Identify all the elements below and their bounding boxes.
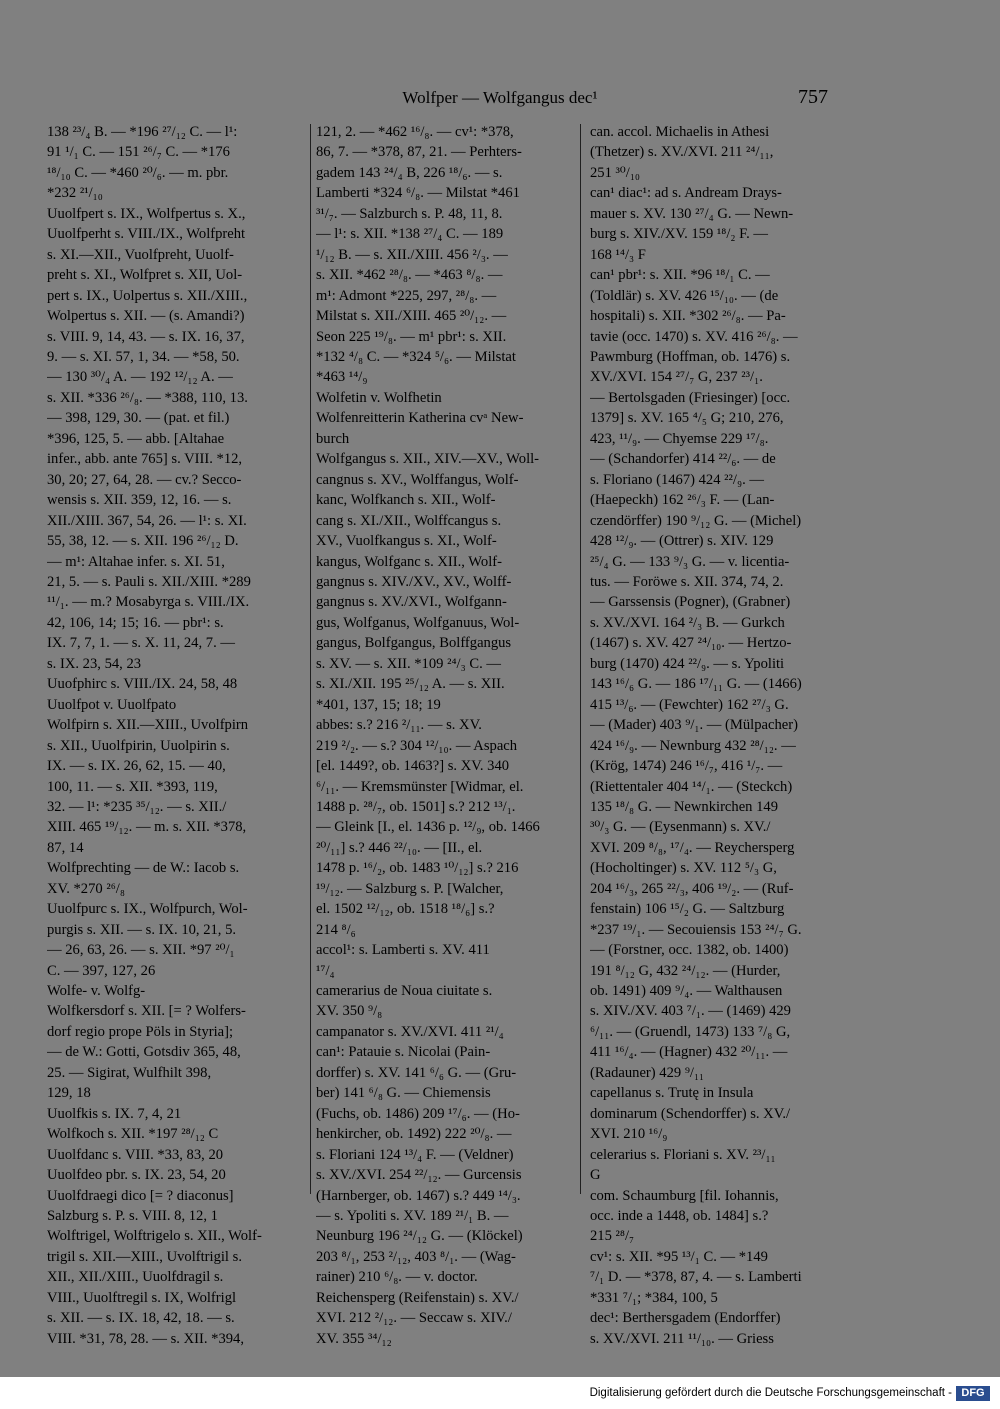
text-line: kanc, Wolfkanch s. XII., Wolf-	[316, 492, 496, 509]
text-line: *401, 137, 15; 18; 19	[316, 696, 441, 713]
text-line: XVI. 210 ¹⁶/₉	[590, 1126, 668, 1143]
text-line: VIII. *31, 78, 28. — s. XII. *394,	[47, 1330, 244, 1347]
text-line: (Harnberger, ob. 1467) s.? 449 ¹⁴/₃.	[316, 1187, 521, 1204]
text-line: accol¹: s. Lamberti s. XV. 411	[316, 942, 490, 959]
text-line: 100, 11. — s. XII. *393, 119,	[47, 778, 218, 795]
text-line: infer., abb. ante 765] s. VIII. *12,	[47, 451, 243, 468]
text-line: 135 ¹⁸/₈ G. — Newnkirchen 149	[590, 798, 779, 815]
text-line: Reichensperg (Reifenstain) s. XV./	[316, 1289, 519, 1306]
text-line: com. Schaumburg [fil. Iohannis,	[590, 1187, 779, 1204]
text-line: XV./XVI. 154 ²⁷/₇ G, 237 ²³/₁.	[590, 369, 763, 386]
text-line: gangnus s. XIV./XV., XV., Wolff-	[316, 573, 512, 590]
column-rule	[310, 124, 311, 1194]
text-line: 415 ¹³/₆. — (Fewchter) 162 ²⁷/₃ G.	[590, 696, 789, 713]
text-line: *232 ²¹/₁₀	[47, 185, 103, 202]
text-line: 87, 14	[47, 839, 84, 856]
text-line: — 26, 63, 26. — s. XII. *97 ²⁰/₁	[47, 942, 235, 959]
text-line: Wolfprechting — de W.: Iacob s.	[47, 860, 240, 877]
text-line: Wolfgangus s. XII., XIV.—XV., Woll-	[316, 451, 540, 468]
text-line: XV. 355 ³⁴/₁₂	[316, 1330, 392, 1347]
text-line: burch	[316, 430, 350, 447]
text-line: 86, 7. — *378, 87, 21. — Perhters-	[316, 144, 522, 161]
text-line: — l¹: s. XII. *138 ²⁷/₄ C. — 189	[316, 226, 504, 243]
text-line: cv¹: s. XII. *95 ¹³/₁ C. — *149	[590, 1248, 768, 1265]
text-line: VIII., Uuolftregil s. IX, Wolfrigl	[47, 1289, 237, 1306]
text-line: XVI. 212 ²/₁₂. — Seccaw s. XIV./	[316, 1310, 512, 1327]
text-line: s. VIII. 9, 14, 43. — s. IX. 16, 37,	[47, 328, 245, 345]
text-line: abbes: s.? 216 ²/₁₁. — s. XV.	[316, 717, 482, 734]
text-line: (Toldlär) s. XV. 426 ¹⁵/₁₀. — (de	[590, 287, 779, 304]
text-line: — (Mader) 403 ⁹/₁. — (Mülpacher)	[590, 717, 798, 734]
text-line: rainer) 210 ⁶/₈. — v. doctor.	[316, 1269, 478, 1286]
text-line: 143 ¹⁶/₆ G. — 186 ¹⁷/₁₁ G. — (1466)	[590, 676, 802, 693]
text-line: (Riettentaler 404 ¹⁴/₁. — (Steckch)	[590, 778, 793, 795]
text-line: pert s. IX., Uolpertus s. XII./XIII.,	[47, 287, 248, 304]
text-line: henkircher, ob. 1492) 222 ²⁰/₈. —	[316, 1126, 512, 1143]
text-line: ⁷/₁ D. — *378, 87, 4. — s. Lamberti	[590, 1269, 802, 1286]
text-line: Uuolfdanc s. VIII. *33, 83, 20	[47, 1146, 224, 1163]
text-line: ber) 141 ⁶/₈ G. — Chiemensis	[316, 1085, 491, 1102]
text-line: XV. 350 ⁹/₈	[316, 1003, 383, 1020]
text-line: wensis s. XII. 359, 12, 16. — s.	[47, 492, 232, 509]
text-line: XII./XIII. 367, 54, 26. — l¹: s. XI.	[47, 512, 247, 529]
text-line: Wolfpirn s. XII.—XIII., Uvolfpirn	[47, 717, 249, 734]
text-line: 32. — l¹: *235 ³⁵/₁₂. — s. XII./	[47, 798, 227, 815]
text-line: 121, 2. — *462 ¹⁶/₈. — cv¹: *378,	[316, 124, 514, 140]
text-line: 1478 p. ¹⁶/₂, ob. 1483 ¹⁰/₁₂] s.? 216	[316, 860, 519, 877]
text-line: tus. — Foröwe s. XII. 374, 74, 2.	[590, 573, 784, 590]
text-line: celerarius s. Floriani s. XV. ²³/₁₁	[590, 1146, 776, 1163]
text-line: Wolfkoch s. XII. *197 ²⁸/₁₂ C	[47, 1126, 219, 1143]
text-line: s. XV. — s. XII. *109 ²⁴/₃ C. —	[316, 655, 501, 672]
text-line: ¹⁷/₄	[316, 962, 335, 979]
text-line: — Bertolsgaden (Friesinger) [occ.	[590, 389, 791, 406]
text-line: — m¹: Altahae infer. s. XI. 51,	[47, 553, 225, 570]
text-line: ³¹/₇. — Salzburch s. P. 48, 11, 8.	[316, 205, 503, 222]
text-line: XVI. 209 ⁸/₈, ¹⁷/₄. — Reychersperg	[590, 839, 795, 856]
text-line: IX. — s. IX. 26, 62, 15. — 40,	[47, 758, 226, 775]
text-line: ¹¹/₁. — m.? Mosabyrga s. VIII./IX.	[47, 594, 250, 611]
text-line: 1488 p. ²⁸/₇, ob. 1501] s.? 212 ¹³/₁.	[316, 798, 516, 815]
text-line: 215 ²⁸/₇	[590, 1228, 635, 1245]
running-title: Wolfper — Wolfgangus dec¹	[402, 88, 598, 107]
text-line: 203 ⁸/₁, 253 ²/₁₂, 403 ⁸/₁. — (Wag-	[316, 1248, 516, 1265]
text-line: 251 ³⁰/₁₀	[590, 164, 640, 181]
text-line: preht s. XI., Wolfpret s. XII, Uol-	[47, 267, 243, 284]
text-line: can¹: Patauie s. Nicolai (Pain-	[316, 1044, 491, 1061]
text-line: ¹/₁₂ B. — s. XII./XIII. 456 ²/₃. —	[316, 246, 508, 263]
text-line: *331 ⁷/₁; *384, 100, 5	[590, 1289, 718, 1306]
text-line: 1379] s. XV. 165 ⁴/₅ G; 210, 276,	[590, 410, 784, 427]
text-line: s. Floriano (1467) 424 ²²/₉. —	[590, 471, 764, 488]
text-line: hospitali) s. XII. *302 ²⁶/₈. — Pa-	[590, 308, 786, 325]
text-line: burg s. XIV./XV. 159 ¹⁸/₂ F. —	[590, 226, 768, 243]
text-column-1	[47, 122, 305, 1349]
text-line: Wolfkersdorf s. XII. [= ? Wolfers-	[47, 1003, 246, 1020]
text-line: — 130 ³⁰/₄ A. — 192 ¹²/₁₂ A. —	[47, 369, 233, 386]
text-line: 423, ¹¹/₉. — Chyemse 229 ¹⁷/₈.	[590, 430, 769, 447]
text-line: Uuolfperht s. VIII./IX., Wolfpreht	[47, 226, 246, 243]
text-line: — (Forstner, occ. 1382, ob. 1400)	[590, 942, 789, 959]
text-line: mauer s. XV. 130 ²⁷/₄ G. — Newn-	[590, 205, 794, 222]
text-line: dec¹: Berthersgadem (Endorffer)	[590, 1310, 781, 1327]
text-line: 168 ¹⁴/₃ F	[590, 246, 646, 263]
text-line: 21, 5. — s. Pauli s. XII./XIII. *289	[47, 573, 251, 590]
text-line: s. XII. — s. IX. 18, 42, 18. — s.	[47, 1310, 235, 1327]
text-line: Uuolfdeo pbr. s. IX. 23, 54, 20	[47, 1167, 226, 1184]
text-line: s. XII. *462 ²⁸/₈. — *463 ⁸/₈. —	[316, 267, 503, 284]
text-line: dorf regio prope Pöls in Styria];	[47, 1023, 234, 1040]
text-line: kangus, Wolfganc s. XII., Wolf-	[316, 553, 502, 570]
text-line: 219 ²/₂. — s.? 304 ¹²/₁₀. — Aspach	[316, 737, 518, 754]
text-line: (Krög, 1474) 246 ¹⁶/₇, 416 ¹/₇. —	[590, 758, 783, 775]
text-line: Uuofphirc s. VIII./IX. 24, 58, 48	[47, 676, 238, 693]
text-line: s. IX. 23, 54, 23	[47, 655, 142, 672]
text-line: XII., XII./XIII., Uuolfdragil s.	[47, 1269, 224, 1286]
text-column-2	[316, 122, 565, 1349]
page-number: 757	[798, 86, 828, 108]
text-line: el. 1502 ¹²/₁₂, ob. 1518 ¹⁸/₆] s.?	[316, 901, 495, 918]
text-line: ²⁰/₁₁] s.? 446 ²²/₁₀. — [II., el.	[316, 839, 483, 856]
text-line: G	[590, 1167, 601, 1184]
page-header	[0, 88, 1000, 112]
text-line: can¹ diac¹: ad s. Andream Drays-	[590, 185, 782, 202]
text-line: trigil s. XII.—XIII., Uvolftrigil s.	[47, 1248, 242, 1265]
text-line: ⁶/₁₁. — (Gruendl, 1473) 133 ⁷/₈ G,	[590, 1023, 791, 1040]
text-line: s. XV./XVI. 211 ¹¹/₁₀. — Griess	[590, 1330, 774, 1347]
text-line: Seon 225 ¹⁹/₈. — m¹ pbr¹: s. XII.	[316, 328, 507, 345]
text-line: Wolftrigel, Wolftrigelo s. XII., Wolf-	[47, 1228, 262, 1245]
text-line: XV., Vuolfkangus s. XI., Wolf-	[316, 533, 497, 550]
text-line: cang s. XI./XII., Wolffcangus s.	[316, 512, 502, 529]
text-line: *463 ¹⁴/₉	[316, 369, 368, 386]
text-line: *396, 125, 5. — abb. [Altahae	[47, 430, 225, 447]
text-line: fenstain) 106 ¹⁵/₂ G. — Saltzburg	[590, 901, 785, 918]
text-line: — (Schandorfer) 414 ²²/₆. — de	[590, 451, 776, 468]
text-line: ⁶/₁₁. — Kremsmünster [Widmar, el.	[316, 778, 524, 795]
text-line: ²⁵/₄ G. — 133 ⁹/₃ G. — v. licentia-	[590, 553, 790, 570]
text-line: Uuolfpurc s. IX., Wolfpurch, Wol-	[47, 901, 248, 918]
text-line: — s. Ypoliti s. XV. 189 ²¹/₁ B. —	[316, 1208, 509, 1225]
text-line: ¹⁹/₁₂. — Salzburg s. P. [Walcher,	[316, 880, 504, 897]
text-line: m¹: Admont *225, 297, ²⁸/₈. —	[316, 287, 497, 304]
text-line: Neunburg 196 ²⁴/₁₂ G. — (Klöckel)	[316, 1228, 523, 1245]
text-line: Uuolfpot v. Uuolfpato	[47, 696, 177, 713]
text-line: 214 ⁸/₆	[316, 921, 356, 938]
text-line: IX. 7, 7, 1. — s. X. 11, 24, 7. —	[47, 635, 235, 652]
text-line: XIII. 465 ¹⁹/₁₂. — m. s. XII. *378,	[47, 819, 247, 836]
text-line: (Fuchs, ob. 1486) 209 ¹⁷/₆. — (Ho-	[316, 1105, 520, 1122]
funding-notice: Digitalisierung gefördert durch die Deutsche Forschungsgemeinschaft -	[589, 1387, 952, 1399]
text-line: 9. — s. XI. 57, 1, 34. — *58, 50.	[47, 348, 240, 365]
text-line: Wolfe- v. Wolfg-	[47, 983, 146, 1000]
text-line: ob. 1491) 409 ⁹/₄. — Walthausen	[590, 983, 783, 1000]
text-line: s. Floriani 124 ¹³/₄ F. — (Veldner)	[316, 1146, 514, 1163]
text-line: 138 ²³/₄ B. — *196 ²⁷/₁₂ C. — l¹:	[47, 124, 238, 140]
text-line: dominarum (Schendorffer) s. XV./	[590, 1105, 791, 1122]
text-line: 42, 106, 14; 15; 16. — pbr¹: s.	[47, 614, 224, 631]
text-line: — Gleink [I., el. 1436 p. ¹²/₉, ob. 1466	[316, 819, 540, 836]
text-line: Lamberti *324 ⁶/₈. — Milstat *461	[316, 185, 520, 202]
text-line: can¹ pbr¹: s. XII. *96 ¹⁸/₁ C. —	[590, 267, 770, 284]
text-line: — Garssensis (Pogner), (Grabner)	[590, 594, 791, 611]
text-line: s. XI./XII. 195 ²⁵/₁₂ A. — s. XII.	[316, 676, 505, 693]
text-line: Milstat s. XII./XIII. 465 ²⁰/₁₂. —	[316, 308, 507, 325]
text-line: s. XII. *336 ²⁶/₈. — *388, 110, 13.	[47, 389, 248, 406]
text-line: czendörffer) 190 ⁹/₁₂ G. — (Michel)	[590, 512, 802, 529]
text-line: s. XV./XVI. 164 ²/₃ B. — Gurkch	[590, 614, 785, 631]
text-line: Wolpertus s. XII. — (s. Amandi?)	[47, 308, 245, 325]
text-line: (Radauner) 429 ⁹/₁₁	[590, 1064, 705, 1081]
text-line: purgis s. XII. — s. IX. 10, 21, 5.	[47, 921, 237, 938]
text-line: 424 ¹⁶/₉. — Newnburg 432 ²⁸/₁₂. —	[590, 737, 796, 754]
text-line: 129, 18	[47, 1085, 91, 1102]
dfg-logo: DFG	[956, 1386, 990, 1401]
column-rule	[580, 124, 581, 1194]
text-line: burg (1470) 424 ²²/₉. — s. Ypoliti	[590, 655, 785, 672]
text-line: gangnus s. XV./XVI., Wolfgann-	[316, 594, 507, 611]
text-line: capellanus s. Trutę in Insula	[590, 1085, 754, 1102]
text-line: 204 ¹⁶/₃, 265 ²²/₃, 406 ¹⁹/₂. — (Ruf-	[590, 880, 794, 897]
text-line: Wolfetin v. Wolfhetin	[316, 389, 442, 406]
text-line: campanator s. XV./XVI. 411 ²¹/₄	[316, 1023, 504, 1040]
text-line: Wolfenreitterin Katherina cvᵃ New-	[316, 410, 524, 427]
text-line: ¹⁸/₁₀ C. — *460 ²⁰/₆. — m. pbr.	[47, 164, 229, 181]
text-line: (Hocholtinger) s. XV. 112 ⁵/₃ G,	[590, 860, 777, 877]
text-line: (Thetzer) s. XV./XVI. 211 ²⁴/₁₁,	[590, 144, 774, 161]
text-line: (Haepeckh) 162 ²⁶/₃ F. — (Lan-	[590, 492, 775, 509]
text-line: 30, 20; 27, 64, 28. — cv.? Secco-	[47, 471, 242, 488]
text-line: 91 ¹/₁ C. — 151 ²⁶/₇ C. — *176	[47, 144, 230, 161]
text-line: gadem 143 ²⁴/₄ B, 226 ¹⁸/₆. — s.	[316, 164, 503, 181]
text-line: s. XV./XVI. 254 ²²/₁₂. — Gurcensis	[316, 1167, 522, 1184]
text-line: 191 ⁸/₁₂ G, 432 ²⁴/₁₂. — (Hurder,	[590, 962, 781, 979]
text-line: Uuolfkis s. IX. 7, 4, 21	[47, 1105, 182, 1122]
text-line: (1467) s. XV. 427 ²⁴/₁₀. — Hertzo-	[590, 635, 792, 652]
text-line: Salzburg s. P. s. VIII. 8, 12, 1	[47, 1208, 218, 1225]
text-line: 428 ¹²/₉. — (Ottrer) s. XIV. 129	[590, 533, 774, 550]
text-line: [el. 1449?, ob. 1463?] s. XV. 340	[316, 758, 510, 775]
text-line: C. — 397, 127, 26	[47, 962, 156, 979]
text-line: occ. inde a 1448, ob. 1484] s.?	[590, 1208, 769, 1225]
text-line: s. XIV./XV. 403 ⁷/₁. — (1469) 429	[590, 1003, 791, 1020]
text-line: — de W.: Gotti, Gotsdiv 365, 48,	[47, 1044, 241, 1061]
text-line: XV. *270 ²⁶/₈	[47, 880, 125, 897]
text-line: Uuolfdraegi dico [= ? diaconus]	[47, 1187, 234, 1204]
text-line: cangnus s. XV., Wolffangus, Wolf-	[316, 471, 519, 488]
text-line: tavie (occ. 1470) s. XV. 416 ²⁶/₈. —	[590, 328, 798, 345]
text-line: s. XI.—XII., Vuolfpreht, Uuolf-	[47, 246, 234, 263]
text-line: gus, Wolfganus, Wolfganuus, Wol-	[316, 614, 520, 631]
text-line: can. accol. Michaelis in Athesi	[590, 124, 770, 140]
text-line: s. XII., Uuolfpirin, Uuolpirin s.	[47, 737, 230, 754]
text-line: camerarius de Noua ciuitate s.	[316, 983, 493, 1000]
text-line: gangus, Bolfgangus, Bolffgangus	[316, 635, 512, 652]
text-line: dorffer) s. XV. 141 ⁶/₆ G. — (Gru-	[316, 1064, 517, 1081]
text-column-3	[590, 122, 830, 1349]
text-line: 55, 38, 12. — s. XII. 196 ²⁶/₁₂ D.	[47, 533, 239, 550]
text-line: 25. — Sigirat, Wulfhilt 398,	[47, 1064, 212, 1081]
text-line: 411 ¹⁶/₄. — (Hagner) 432 ²⁰/₁₁. —	[590, 1044, 788, 1061]
text-line: — 398, 129, 30. — (pat. et fil.)	[47, 410, 230, 427]
text-line: *132 ⁴/₈ C. — *324 ⁵/₆. — Milstat	[316, 348, 516, 365]
footer-bar	[0, 1377, 1000, 1409]
text-line: ³⁰/₃ G. — (Eysenmann) s. XV./	[590, 819, 771, 836]
text-line: *237 ¹⁹/₁. — Secouiensis 153 ²⁴/₇ G.	[590, 921, 802, 938]
text-line: Uuolfpert s. IX., Wolfpertus s. X.,	[47, 205, 246, 222]
text-line: Pawmburg (Hoffman, ob. 1476) s.	[590, 348, 791, 365]
